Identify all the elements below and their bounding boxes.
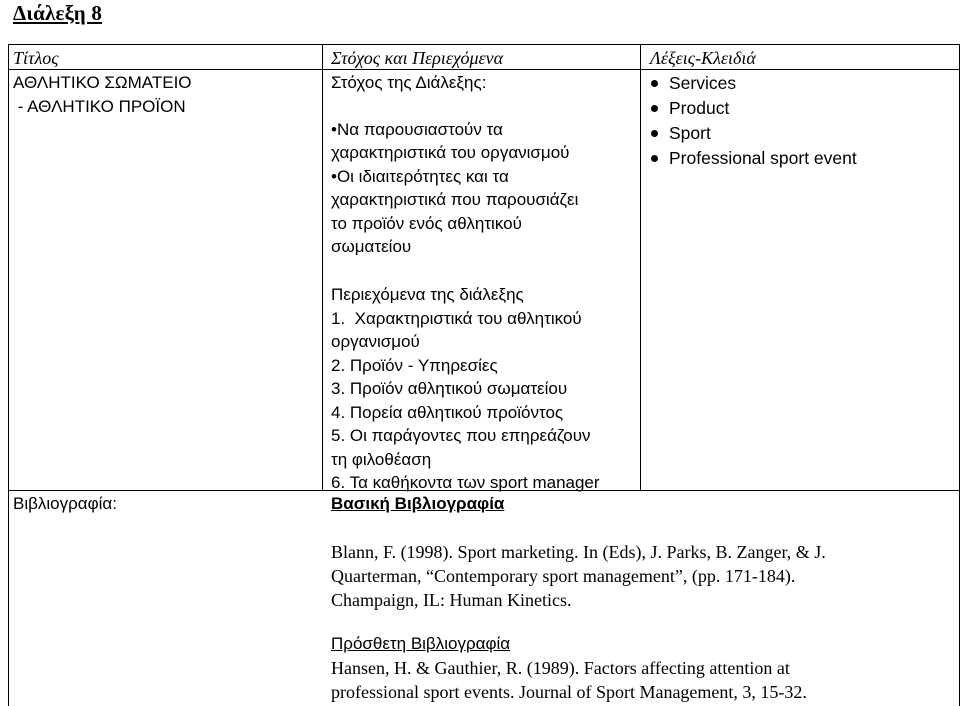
reference-line: Champaign, IL: Human Kinetics.	[331, 590, 572, 610]
goal-line: το προϊόν ενός αθλητικού	[331, 213, 522, 233]
lecture-heading: Διάλεξη 8	[13, 1, 103, 25]
contents-line: 6. Τα καθήκοντα των sport manager	[331, 473, 600, 492]
goal-label: Στόχος της Διάλεξης:	[331, 73, 487, 92]
keyword-item: Professional sport event	[651, 146, 857, 171]
contents-line: 1. Χαρακτηριστικά του αθλητικού	[331, 308, 582, 328]
extra-bibliography-label: Πρόσθετη Βιβλιογραφία	[331, 634, 511, 653]
goal-line: χαρακτηριστικά που παρουσιάζει	[331, 190, 579, 209]
keyword-item: Services	[651, 71, 857, 96]
table-col-divider-2	[640, 44, 641, 490]
contents-line: 3. Προϊόν αθλητικού σωματείου	[331, 379, 568, 398]
keyword-item: Product	[651, 96, 857, 121]
contents-section	[331, 283, 600, 495]
bibliography-label: Βιβλιογραφία:	[13, 494, 117, 513]
title-line-1: ΑΘΛΗΤΙΚΟ ΣΩΜΑΤΕΙΟ	[13, 73, 192, 92]
goal-line: •Οι ιδιαιτερότητες και τα	[331, 166, 509, 186]
contents-line: τη φιλοθέαση	[331, 449, 432, 469]
basic-bibliography-entry	[331, 540, 826, 612]
reference-line: Quarterman, “Contemporary sport management”, (pp. 171-184).	[331, 566, 796, 586]
reference-line: professional sport events. Journal of Sport Management, 3, 15-32.	[331, 682, 807, 702]
table-header-divider	[8, 69, 960, 70]
keywords-column-header: Λέξεις-Κλειδιά	[650, 48, 756, 68]
table-left-border	[8, 44, 9, 706]
content-column-header: Στόχος και Περιεχόμενα	[331, 48, 504, 68]
contents-line: 5. Οι παράγοντες που επηρεάζουν	[331, 426, 591, 445]
goal-line: σωματείου	[331, 237, 412, 256]
table-col-divider-1	[322, 44, 323, 490]
contents-line: οργανισμού	[331, 332, 420, 351]
goal-line: •Να παρουσιαστούν τα	[331, 119, 503, 139]
reference-line: Blann, F. (1998). Sport marketing. In (Eds), J. Parks, B. Zanger, & J.	[331, 542, 826, 562]
title-cell	[13, 71, 192, 118]
contents-line: 4. Πορεία αθλητικού προϊόντος	[331, 402, 564, 422]
contents-line: 2. Προϊόν - Υπηρεσίες	[331, 355, 498, 375]
title-line-2: - ΑΘΛΗΤΙΚΟ ΠΡΟΪΟΝ	[13, 96, 186, 116]
table-top-border	[8, 44, 960, 45]
extra-bibliography-entry	[331, 656, 807, 704]
keywords-list	[651, 71, 857, 171]
keyword-item: Sport	[651, 121, 857, 146]
title-column-header: Τίτλος	[13, 48, 59, 68]
goal-line: χαρακτηριστικά του οργανισμού	[331, 143, 570, 162]
contents-label: Περιεχόμενα της διάλεξης	[331, 285, 524, 304]
basic-bibliography-label: Βασική Βιβλιογραφία	[331, 494, 505, 513]
reference-line: Hansen, H. & Gauthier, R. (1989). Factors affecting attention at	[331, 658, 790, 678]
goal-section	[331, 71, 578, 259]
